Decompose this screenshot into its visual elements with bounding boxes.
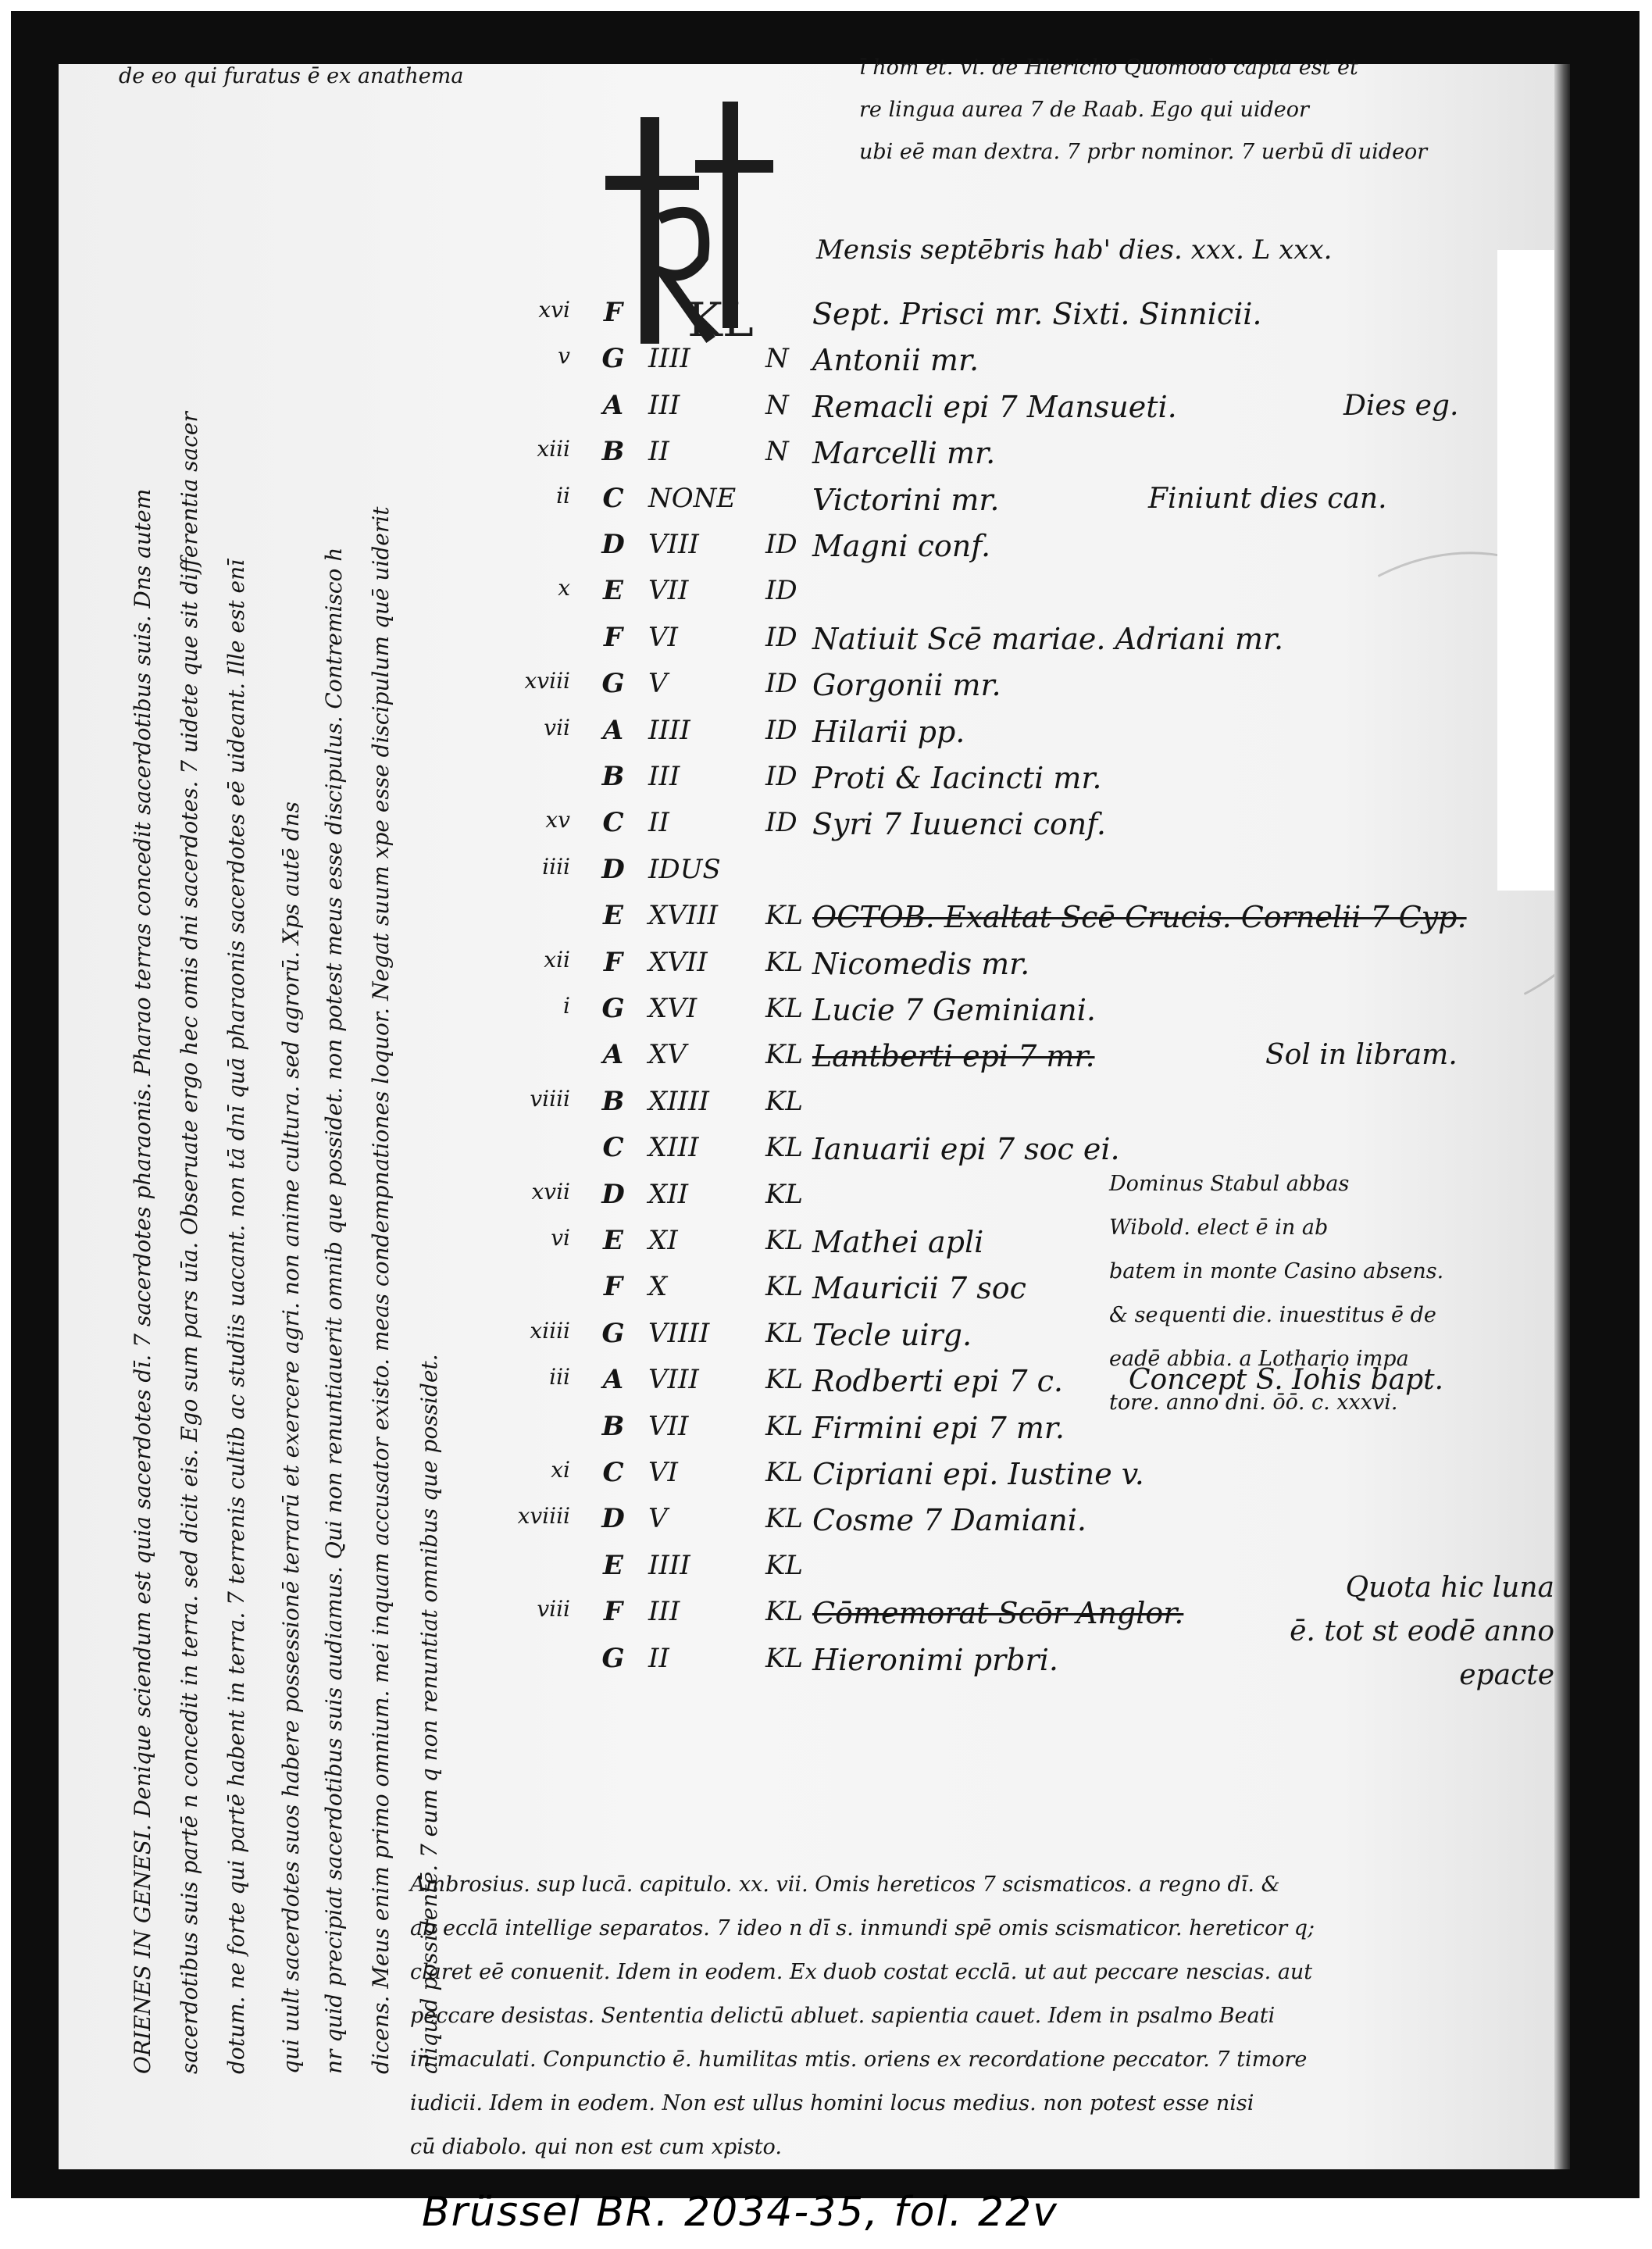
dominical-letter: E bbox=[603, 575, 623, 607]
feast-text: Cosme 7 Damiani. bbox=[812, 1503, 1086, 1538]
feast-text: Lantberti epi 7 mr. bbox=[812, 1039, 1095, 1074]
feast-text: Antonii mr. bbox=[812, 343, 979, 378]
feast-text: Magni conf. bbox=[812, 529, 991, 563]
roman-date: VI bbox=[648, 1457, 678, 1488]
quota-line: Quota hic luna bbox=[1345, 1572, 1554, 1604]
dominical-letter: C bbox=[602, 1132, 624, 1164]
feast-text: Ianuarii epi 7 soc ei. bbox=[812, 1132, 1120, 1167]
quota-line: ē. tot st eodē anno bbox=[1290, 1615, 1554, 1647]
dominical-letter: C bbox=[602, 482, 624, 514]
golden-number: viiii bbox=[530, 1085, 570, 1112]
roman-date: VII bbox=[648, 575, 689, 607]
golden-number: xvii bbox=[531, 1178, 570, 1205]
roman-date: XII bbox=[648, 1178, 689, 1210]
dominical-letter: F bbox=[603, 1271, 623, 1303]
margin-note: de eo qui furatus ē ex anathema bbox=[119, 64, 464, 88]
date-marker: ID bbox=[765, 761, 797, 792]
date-marker: KL bbox=[765, 1225, 803, 1256]
dominical-letter: D bbox=[601, 529, 625, 560]
binding-edge bbox=[1554, 64, 1570, 2169]
date-marker: ID bbox=[765, 807, 797, 839]
date-marker: ID bbox=[765, 714, 797, 746]
abbas-line: eadē abbia. a Lothario impa bbox=[1109, 1347, 1409, 1371]
vertical-line: dicens. Meus enim primo omnium. mei inquam accusator existo. meas condempnationes loquor. Negat suum xpe esse discipulum quē uiderit bbox=[368, 506, 394, 2074]
bottom-line: peccare desistas. Sententia delictū abluet. sapientia cauet. Idem in psalmo Beati bbox=[410, 2004, 1276, 2028]
abbas-line: & sequenti die. inuestitus ē de bbox=[1109, 1303, 1436, 1327]
abbas-note bbox=[1109, 1162, 1547, 1425]
dominical-letter: G bbox=[601, 1642, 625, 1674]
dominical-letter: D bbox=[601, 1503, 625, 1535]
date-marker: KL bbox=[765, 1364, 803, 1396]
feast-text: Natiuit Scē mariae. Adriani mr. bbox=[812, 621, 1284, 656]
roman-date: XVIII bbox=[648, 900, 719, 932]
roman-date: III bbox=[648, 1596, 680, 1628]
roman-date: NONE bbox=[648, 482, 737, 514]
feast-text: Hieronimi prbri. bbox=[812, 1642, 1058, 1677]
roman-date: VI bbox=[648, 621, 678, 653]
dominical-letter: C bbox=[602, 1457, 624, 1488]
abbas-line: tore. anno dni. ōō. c. xxxvi. bbox=[1109, 1390, 1398, 1415]
date-marker: KL bbox=[765, 1642, 803, 1674]
heading-line: re lingua aurea 7 de Raab. Ego qui uideor bbox=[859, 98, 1309, 122]
roman-date: IIII bbox=[648, 343, 690, 375]
dominical-letter: B bbox=[601, 1085, 625, 1117]
dominical-letter: F bbox=[603, 297, 623, 328]
roman-date: II bbox=[648, 1642, 669, 1674]
date-marker: KL bbox=[765, 900, 803, 932]
feast-text: Nicomedis mr. bbox=[812, 946, 1030, 981]
feast-text: Proti & Iacincti mr. bbox=[812, 761, 1102, 795]
quota-line: epacte bbox=[1459, 1659, 1554, 1691]
roman-date: III bbox=[648, 389, 680, 421]
vertical-line: nr quid precipiat sacerdotibus suis audiamus. Qui non renuntiauerit omnib que possidet. non potest meus esse discipulus. Contremisco h bbox=[321, 547, 347, 2074]
golden-number: xii bbox=[544, 946, 570, 973]
golden-number: xviiii bbox=[517, 1503, 570, 1530]
dominical-letter: E bbox=[603, 900, 623, 932]
golden-number: iiii bbox=[542, 853, 570, 880]
vertical-line: sacerdotibus suis partē n concedit in terra. sed dicit eis. Ego sum pars uīa. Obseruate ergo hec omis dni sacerdotes. 7 uidete que sit differentia sacer bbox=[177, 412, 202, 2074]
heading-line: ī hom et. vi. de Hiericho Quomodo capta est et bbox=[859, 55, 1358, 80]
date-marker: KL bbox=[765, 1132, 803, 1164]
bottom-line: claret eē conuenit. Idem in eodem. Ex duob costat ecclā. ut aut peccare nescias. aut bbox=[410, 1960, 1313, 1984]
golden-number: xvi bbox=[538, 297, 570, 323]
dominical-letter: G bbox=[601, 343, 625, 375]
date-marker: KL bbox=[765, 1410, 803, 1442]
abbas-line: batem in monte Casino absens. bbox=[1109, 1259, 1444, 1283]
month-heading: Mensis septēbris hab' dies. xxx. L xxx. bbox=[816, 234, 1333, 266]
feast-text: Cōmemorat Scōr Anglor. bbox=[812, 1596, 1184, 1631]
heading-right bbox=[859, 47, 1539, 173]
dominical-letter: C bbox=[602, 807, 624, 839]
dominical-letter: G bbox=[601, 668, 625, 700]
date-marker: N bbox=[765, 389, 789, 421]
dominical-letter: G bbox=[601, 1317, 625, 1349]
date-marker: KL bbox=[765, 1085, 803, 1117]
roman-date: IIII bbox=[648, 714, 690, 746]
roman-date: II bbox=[648, 807, 669, 839]
heading-line: ubi eē man dextra. 7 prbr nominor. 7 uerbū dī uideor bbox=[859, 140, 1428, 164]
date-marker: KL bbox=[765, 946, 803, 978]
date-marker: ID bbox=[765, 529, 797, 560]
roman-date: IIII bbox=[648, 1549, 690, 1581]
roman-date: II bbox=[648, 436, 669, 468]
bottom-line: iudicii. Idem in eodem. Non est ullus homini locus medius. non potest esse nisi bbox=[410, 2091, 1254, 2115]
abbas-line: Wibold. elect ē in ab bbox=[1109, 1216, 1329, 1240]
golden-number: xiii bbox=[537, 436, 570, 462]
roman-date: XI bbox=[648, 1225, 678, 1256]
roman-date: VII bbox=[648, 1410, 689, 1442]
initial-letters: KL bbox=[687, 293, 754, 348]
date-marker: ID bbox=[765, 668, 797, 700]
golden-number: vi bbox=[551, 1225, 570, 1251]
vertical-line: dotum. ne forte qui partē habent in terra. 7 terrenis cultib ac studiis uacant. non tā dnī quā pharaonis sacerdotes eē uideant. Ille est enī bbox=[223, 559, 249, 2074]
date-marker: ID bbox=[765, 575, 797, 607]
dominical-letter: F bbox=[603, 621, 623, 653]
bottom-line: cū diabolo. qui non est cum xpisto. bbox=[410, 2135, 782, 2159]
feast-text: Victorini mr. bbox=[812, 482, 1000, 517]
bottom-text bbox=[410, 1863, 1519, 2169]
vertical-line: ORIENES IN GENESI. Denique sciendum est quia sacerdotes dī. 7 sacerdotes pharaonis. Pharao terras concedit sacerdotibus suis. Dns autem bbox=[130, 488, 155, 2074]
roman-date: V bbox=[648, 668, 668, 700]
feast-text: Lucie 7 Geminiani. bbox=[812, 993, 1096, 1027]
roman-date: XIII bbox=[648, 1132, 699, 1164]
dominical-letter: E bbox=[603, 1225, 623, 1256]
date-marker: KL bbox=[765, 1549, 803, 1581]
golden-number: v bbox=[558, 343, 570, 369]
dominical-letter: B bbox=[601, 761, 625, 792]
vertical-line: qui uult sacerdotes suos habere possessionē terrarū et exercere agri. non anime cultura. sed agrorū. Xps autē dns bbox=[278, 801, 304, 2074]
golden-number: xiiii bbox=[530, 1317, 570, 1344]
bottom-line: Ambrosius. sup lucā. capitulo. xx. vii. Omis hereticos 7 scismaticos. a regno dī. & bbox=[410, 1872, 1280, 1897]
dominical-letter: E bbox=[603, 1549, 623, 1581]
golden-number: vii bbox=[544, 714, 570, 741]
golden-number: viii bbox=[537, 1596, 570, 1622]
golden-number: x bbox=[558, 575, 570, 602]
dominical-letter: G bbox=[601, 993, 625, 1024]
date-marker: ID bbox=[765, 621, 797, 653]
date-marker: KL bbox=[765, 1271, 803, 1303]
date-marker: KL bbox=[765, 1317, 803, 1349]
dominical-letter: A bbox=[602, 389, 624, 421]
feast-text: Tecle uirg. bbox=[812, 1317, 972, 1352]
date-marker: N bbox=[765, 436, 789, 468]
roman-date: XVII bbox=[648, 946, 708, 978]
date-marker: KL bbox=[765, 993, 803, 1024]
roman-date: VIII bbox=[648, 1364, 699, 1396]
roman-date: VIIII bbox=[648, 1317, 710, 1349]
feast-text: Firmini epi 7 mr. bbox=[812, 1410, 1065, 1445]
date-marker: KL bbox=[765, 1596, 803, 1628]
dominical-letter: B bbox=[601, 436, 625, 468]
quota-note bbox=[1148, 1566, 1554, 1697]
golden-number: xviii bbox=[524, 668, 570, 694]
feast-text: Hilarii pp. bbox=[812, 714, 965, 749]
feast-extra: Concept S. Iohis bapt. bbox=[1129, 1364, 1444, 1397]
feast-text: Sept. Prisci mr. Sixti. Sinnicii. bbox=[812, 297, 1262, 331]
feast-extra: Sol in libram. bbox=[1265, 1039, 1458, 1072]
caption: Brüssel BR. 2034-35, fol. 22v bbox=[422, 2189, 1058, 2236]
roman-date: X bbox=[648, 1271, 668, 1303]
roman-date: XIIII bbox=[648, 1085, 709, 1117]
dominical-letter: A bbox=[602, 714, 624, 746]
feast-extra: Dies eg. bbox=[1343, 389, 1459, 422]
feast-text: Remacli epi 7 Mansueti. bbox=[812, 389, 1177, 424]
roman-date: VIII bbox=[648, 529, 699, 560]
date-marker: KL bbox=[765, 1178, 803, 1210]
roman-date: V bbox=[648, 1503, 668, 1535]
feast-text: Gorgonii mr. bbox=[812, 668, 1001, 703]
golden-number: ii bbox=[556, 482, 570, 509]
feast-text: Mauricii 7 soc bbox=[812, 1271, 1026, 1306]
roman-date: XV bbox=[648, 1039, 687, 1071]
bottom-line: in maculati. Conpunctio ē. humilitas mtis. oriens ex recordatione peccator. 7 timore bbox=[410, 2047, 1308, 2072]
date-marker: KL bbox=[765, 1039, 803, 1071]
golden-number: i bbox=[563, 993, 570, 1019]
abbas-line: Dominus Stabul abbas bbox=[1109, 1172, 1350, 1196]
feast-text: Marcelli mr. bbox=[812, 436, 996, 471]
dominical-letter: D bbox=[601, 1178, 625, 1210]
date-marker: KL bbox=[765, 1457, 803, 1488]
feast-text: Mathei apli bbox=[812, 1225, 984, 1259]
feast-text: Rodberti epi 7 c. bbox=[812, 1364, 1063, 1399]
roman-date: III bbox=[648, 761, 680, 792]
feast-text: Cipriani epi. Iustine v. bbox=[812, 1457, 1144, 1491]
dominical-letter: D bbox=[601, 853, 625, 885]
dominical-letter: B bbox=[601, 1410, 625, 1442]
golden-number: xv bbox=[545, 807, 570, 834]
vertical-line: aliquid possidentē. 7 eum q non renuntiat omnibus que possidet. bbox=[416, 1354, 442, 2074]
golden-number: xi bbox=[551, 1457, 570, 1483]
roman-date: XVI bbox=[648, 993, 698, 1024]
bottom-line: ab ecclā intellige separatos. 7 ideo n dī s. inmundi spē omis scismaticor. hereticor q; bbox=[410, 1916, 1315, 1940]
roman-date: IDUS bbox=[648, 853, 721, 885]
feast-text: Syri 7 Iuuenci conf. bbox=[812, 807, 1107, 842]
date-marker: KL bbox=[765, 1503, 803, 1535]
dominical-letter: A bbox=[602, 1039, 624, 1071]
feast-text: OCTOB. Exaltat Scē Crucis. Cornelii 7 Cyp. bbox=[812, 900, 1467, 935]
dominical-letter: F bbox=[603, 1596, 623, 1628]
feast-extra: Finiunt dies can. bbox=[1148, 482, 1387, 515]
golden-number: iii bbox=[549, 1364, 570, 1390]
dominical-letter: A bbox=[602, 1364, 624, 1396]
date-marker: N bbox=[765, 343, 789, 375]
dominical-letter: F bbox=[603, 946, 623, 978]
